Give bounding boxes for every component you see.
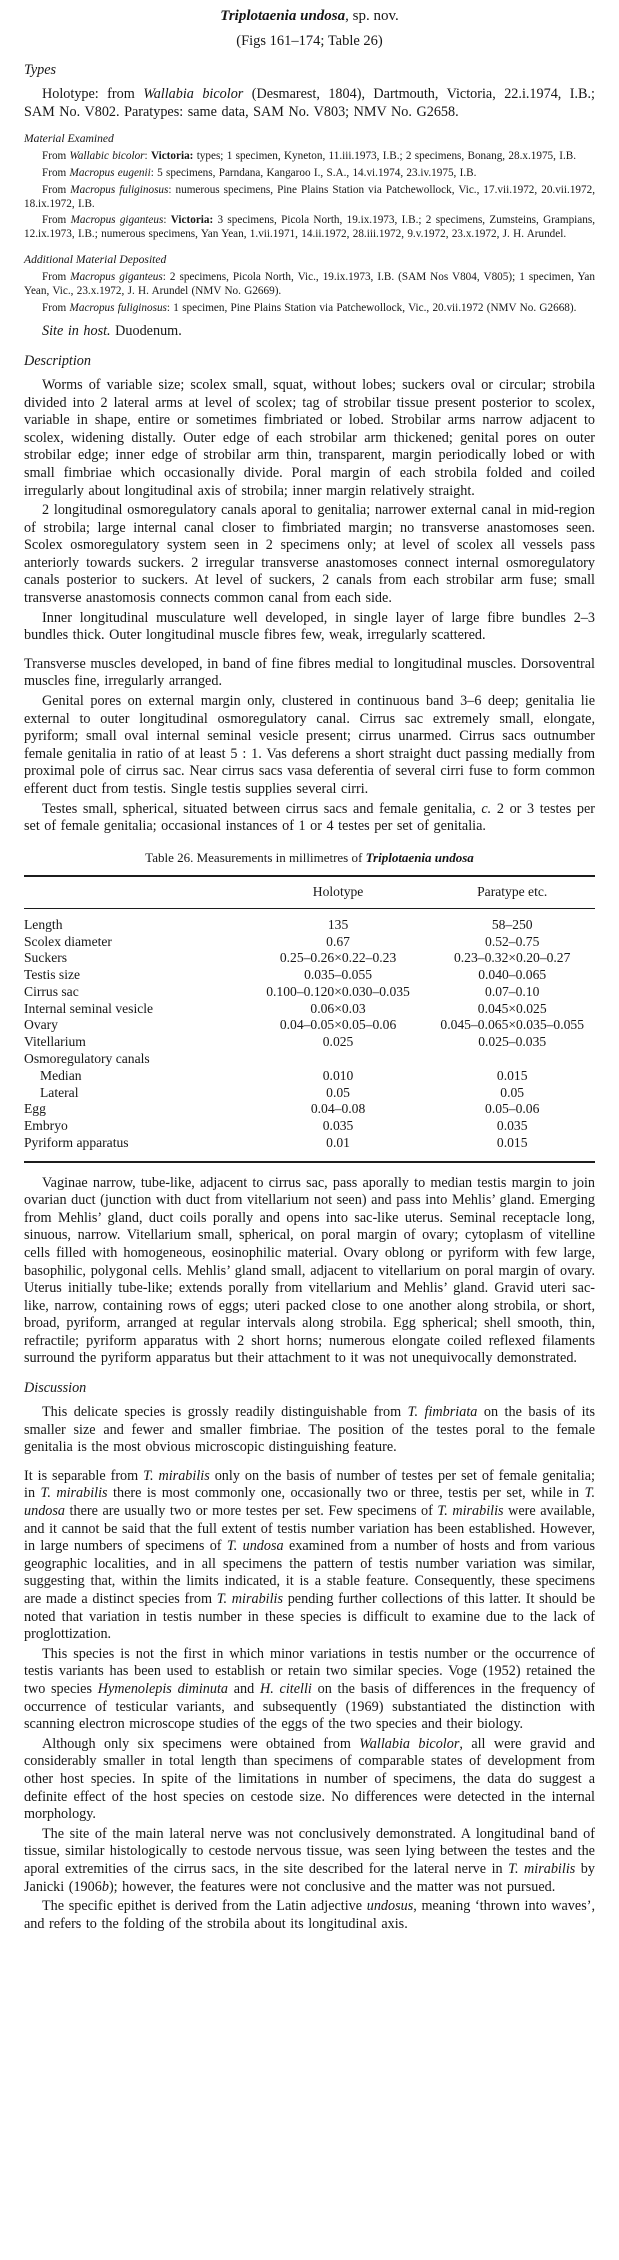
table-row <box>24 1084 595 1101</box>
row-label: Embryo <box>24 1118 68 1134</box>
paratype-value: 0.05–0.06 <box>485 1101 540 1117</box>
table-row <box>24 967 595 984</box>
paragraph-types: Holotype: from Wallabia bicolor (Desmarest, 1804), Dartmouth, Victoria, 22.i.1974, I.B.; SAM No. V802. Paratypes: same data, SAM No. V803; NMV No. G2658. <box>24 86 596 120</box>
paragraph-material-examined: From Macropus eugenii: 5 specimens, Parndana, Kangaroo I., S.A., 14.vi.1974, 23.iv.1975, I.B. <box>42 166 477 179</box>
holotype-value: 0.06×0.03 <box>310 1000 366 1016</box>
paragraph-additional-material: From Macropus giganteus: 2 specimens, Picola North, Vic., 19.ix.1973, I.B. (SAM Nos V804, V805); 1 specimen, Yan Yean, Vic., 23.x.1972, J. H. Arundel (NMV No. G2669). <box>24 270 595 297</box>
table-row <box>24 1050 595 1067</box>
paratype-value: 58–250 <box>491 916 533 932</box>
paragraph-description: Testes small, spherical, situated between cirrus sacs and female genitalia, c. 2 or 3 testes per set of female genitalia; occasional instances of 1 or 4 testes per set of genitalia. <box>24 800 595 835</box>
row-label: Vitellarium <box>24 1034 86 1050</box>
paratype-value: 0.07–0.10 <box>485 983 540 999</box>
table-row <box>24 1000 595 1017</box>
paragraph-description: Genital pores on external margin only, clustered in continuous band 3–6 deep; genitalia lie external to outer longitudinal osmoregulatory canal. Cirrus sac extremely small, elongate, pyriform; small oval internal seminal vesicle present; cirrus unarmed. Cirrus sacs outnumber female genitalia in ratio of at least 5 : 1. Vas deferens a short straight duct passing medially from proximal pole of cirrus sac. Near cirrus sacs vasa deferentia of several cirri fuse to form common efferent duct from testis. Single testis supplies several cirri. <box>24 693 595 798</box>
holotype-value <box>247 1050 430 1067</box>
paragraph-discussion: The site of the main lateral nerve was not conclusively demonstrated. A longitudinal band of tissue, similar histologically to cestode nervous tissue, was seen lying between the testes and the aporal extremities of the cirrus sacs, in the site described for the lateral nerve in T. mirabilis by Janicki (1906b); however, the features were not conclusive and the matter was not pursued. <box>24 1825 595 1895</box>
paragraph-description: 2 longitudinal osmoregulatory canals aporal to genitalia; narrower external canal in mid-region of strobila; large internal canal closer to fimbriated margin; no transverse anastomoses seen. Scolex osmoregulatory system seen in 2 specimens only; at level of scolex all vessels pass anteriorly towards suckers. 2 irregular transverse anastomoses connect internal osmoregulatory canals posterior to suckers. At level of suckers, 2 canals from each strobilar arm fuse; small transverse anastomosis connects common canal from each side. <box>24 502 595 607</box>
holotype-value: 0.010 <box>322 1067 354 1083</box>
row-label: Length <box>24 916 63 932</box>
holotype-value: 0.67 <box>326 933 350 949</box>
table-caption: Table 26. Measurements in millimetres of Triplotaenia undosa <box>145 849 474 865</box>
row-label: Internal seminal vesicle <box>24 1000 154 1016</box>
table-row <box>24 1134 595 1161</box>
paratype-value: 0.035 <box>496 1118 528 1134</box>
row-label: Scolex diameter <box>24 933 112 949</box>
measurements-table-block <box>24 850 595 1163</box>
table-row <box>24 908 595 933</box>
section-heading-description: Description <box>24 352 91 369</box>
paragraph-discussion: This species is not the first in which minor variations in testis number or the occurrence of testis variants has been used to establish or retain two similar species. Voge (1952) retained the two species Hymenolepis diminuta and H. citelli on the basis of differences in the frequency of occurrence of testicular variants, and subsequently (1969) substantiated the distinction with scanning electron microscope studies of the eggs of the two species and their biology. <box>24 1645 595 1733</box>
paragraph-additional-material: From Macropus fuliginosus: 1 specimen, Pine Plains Station via Patchewollock, Vic., 20.vii.1972 (NMV No. G2668). <box>42 301 577 314</box>
paragraph-discussion: The specific epithet is derived from the Latin adjective undosus, meaning ‘thrown into waves’, and refers to the folding of the strobila about its longitudinal axis. <box>24 1898 595 1932</box>
table-row <box>24 1101 595 1118</box>
holotype-value: 0.04–0.08 <box>310 1101 366 1117</box>
paratype-value: 0.045×0.025 <box>477 1000 547 1016</box>
paragraph-material-examined: From Macropus fuliginosus: numerous specimens, Pine Plains Station via Patchewollock, Vic., 17.vii.1972, 20.vii.1972, 18.ix.1972, I.B. <box>24 183 595 210</box>
holotype-value: 0.100–0.120×0.030–0.035 <box>266 983 410 999</box>
paragraph-site-in-host: Site in host. Duodenum. <box>42 323 182 340</box>
table-header-row <box>24 876 595 909</box>
table-row <box>24 1067 595 1084</box>
table-row <box>24 1034 595 1051</box>
row-label: Lateral <box>40 1084 79 1100</box>
paragraph-material-examined: From Macropus giganteus: Victoria: 3 specimens, Picola North, 19.ix.1973, I.B.; 2 specimens, Zumsteins, Grampians, 12.ix.1973, I.B.; numerous specimens, Yan Yean, 1.vii.1971, 14.ii.1972, 28.iii.1972, 9.v.1972, 23.x.1972, J. H. Arundel. <box>24 214 596 241</box>
paratype-value: 0.05 <box>500 1084 525 1100</box>
paragraph-description-continued: Vaginae narrow, tube-like, adjacent to cirrus sac, pass aporally to median testis margin to join ovarian duct (junction with duct from vitellarium not seen) and pass into Mehlis’ gland. Emerging from Mehlis’ gland, duct coils porally and opens into sac-like uterus. Seminal receptacle long, sinuous, narrow. Vitellarium small, spherical, on poral margin of ovary; cytoplasm of vitelline cells filled with homogeneous, eosinophilic material. Ovary oblong or pyriform with few large, basophilic, polygonal cells. Mehlis’ gland small, adjacent to vitellarium on poral margin of ovary. Uterus initially tube-like; extends porally from vitellarium and Mehlis’ gland. Gravid uteri sac-like, narrow, containing rows of eggs; uteri packed close to one another along strobila, or short, broad, pyriform, arranged at regular intervals along strobila. Egg spherical; shell smooth, thin, refractile; pyriform apparatus with 2 short horns; numerous elongate coiled reflexed filaments surround the pyriform apparatus but their attachment to it was not unequivocally demonstrated. <box>24 1174 595 1367</box>
section-heading-types: Types <box>24 62 57 78</box>
row-label: Suckers <box>24 950 68 966</box>
paragraph-discussion: It is separable from T. mirabilis only on the basis of number of testes per set of female genitalia; in T. mirabilis there is most commonly one, occasionally two or three, testis per set, while in T. undosa there are usually two or more testes per set. Few specimens of T. mirabilis were available, and it cannot be said that the full extent of testis number variation has been established. However, in large numbers of specimens of T. undosa examined from a number of hosts and from various geographic localities, and in all specimens the pattern of testis number variation was similar, suggesting that, within the limits indicated, it is a stable feature. Consequently, these specimens are made a distinct species from T. mirabilis pending further collections of this latter. It should be noted that variation in testis number in these species is difficult to examine due to the lack of proglottization. <box>24 1467 595 1643</box>
holotype-value: 0.01 <box>326 1134 350 1150</box>
holotype-value: 135 <box>327 916 349 932</box>
holotype-value: 0.05 <box>326 1084 350 1100</box>
row-label: Testis size <box>24 967 81 983</box>
paratype-value: 0.040–0.065 <box>478 967 547 983</box>
figs-reference: (Figs 161–174; Table 26) <box>236 33 383 49</box>
table-row <box>24 950 595 967</box>
holotype-value: 0.25–0.26×0.22–0.23 <box>279 950 397 966</box>
paratype-value: 0.015 <box>496 1134 528 1150</box>
table-row <box>24 933 595 950</box>
holotype-value: 0.035 <box>322 1118 354 1134</box>
row-label: Egg <box>24 1101 46 1117</box>
paratype-value: 0.045–0.065×0.035–0.055 <box>440 1017 584 1033</box>
table-row <box>24 1017 595 1034</box>
paragraph-description: Transverse muscles developed, in band of fine fibres medial to longitudinal muscles. Dorsoventral muscles fine, irregularly arranged. <box>24 655 595 690</box>
row-label: Cirrus sac <box>24 983 79 999</box>
paratype-value: 0.015 <box>496 1067 528 1083</box>
paratype-value: 0.025–0.035 <box>478 1034 547 1050</box>
table-row <box>24 1118 595 1135</box>
section-heading-additional-material: Additional Material Deposited <box>24 252 167 266</box>
paratype-value: 0.23–0.32×0.20–0.27 <box>453 950 571 966</box>
section-heading-material-examined: Material Examined <box>24 132 114 146</box>
row-label: Ovary <box>24 1017 58 1033</box>
paper-title: Triplotaenia undosa, sp. nov. <box>220 8 399 24</box>
paragraph-material-examined: From Wallabic bicolor: Victoria: types; 1 specimen, Kyneton, 11.iii.1973, I.B.; 2 specimens, Bonang, 28.x.1975, I.B. <box>42 150 577 163</box>
paragraph-discussion: This delicate species is grossly readily distinguishable from T. fimbriata on the basis of its smaller size and fewer and smaller fimbriae. The position of the testes poral to the female genitalia is the most obvious microscopic distinguishing feature. <box>24 1404 595 1456</box>
section-heading-discussion: Discussion <box>24 1380 87 1397</box>
row-label: Median <box>40 1067 82 1083</box>
row-label: Osmoregulatory canals <box>24 1051 150 1067</box>
table-row <box>24 983 595 1000</box>
paragraph-discussion: Although only six specimens were obtained from Wallabia bicolor, all were gravid and considerably smaller in total length than specimens of comparable states of development from other host species. In spite of the limitations in number of specimens, the data do suggest a definite effect of the host species on cestode size. No differences were detected in the internal morphology. <box>24 1735 595 1823</box>
paragraph-description: Worms of variable size; scolex small, squat, without lobes; suckers oval or circular; strobila divided into 2 lateral arms at level of scolex; tag of strobilar tissue present posterior to scolex, variable in shape, entire or sometimes fimbriated or lobed. Strobilar arms narrow adjacent to scolex, widening distally. Outer edge of each strobilar arm thickened; genital pores on outer strobilar edge; inner edge of strobilar arm thin, transparent, margin periodically lobed or with small fimbriae which occasionally divide. Poral margin of each strobila folded and coiled irregularly about longitudinal axis of strobila; inner margin relatively straight. <box>24 376 595 499</box>
paratype-value: 0.52–0.75 <box>485 933 540 949</box>
paragraph-description: Inner longitudinal musculature well developed, in single layer of large fibre bundles 2–3 bundles thick. Outer longitudinal muscle fibres few, weak, irregularly scattered. <box>24 609 595 644</box>
holotype-value: 0.035–0.055 <box>304 967 373 983</box>
measurements-table <box>24 875 595 1163</box>
table-header-paratype: Paratype etc. <box>429 876 595 909</box>
table-header-empty <box>24 876 247 909</box>
paratype-value <box>429 1050 595 1067</box>
row-label: Pyriform apparatus <box>24 1134 129 1150</box>
holotype-value: 0.04–0.05×0.05–0.06 <box>279 1017 397 1033</box>
holotype-value: 0.025 <box>322 1034 354 1050</box>
table-header-holotype: Holotype <box>247 876 430 909</box>
